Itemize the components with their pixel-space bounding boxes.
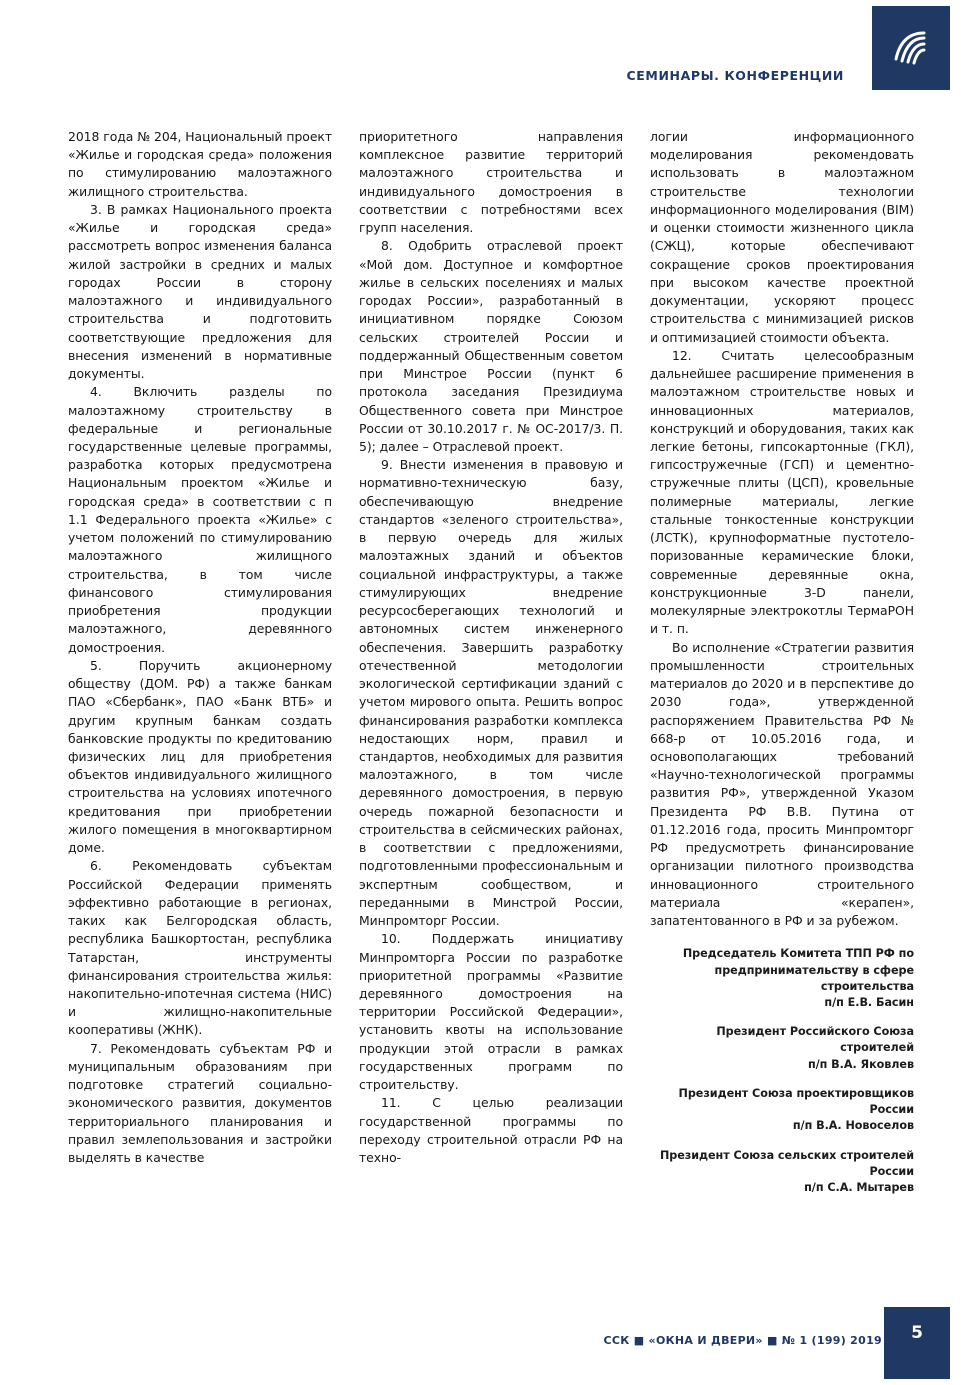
paragraph: 4. Включить разделы по малоэтажному строительству в федеральные и региональные государственные целевые программы, разработка которых предусмотрена Национальным проектом «Жилье и городская среда» в соответствии с п 1.1 Федерального проекта «Жилье» с учетом положений по стимулированию малоэтажного жилищного строительства, в том числе финансового стимулирования приобретения продукции малоэтажного, деревянного домостроения. xyxy=(68,384,332,655)
signature-item xyxy=(650,946,914,1011)
signature-name: п/п С.А. Мытарев xyxy=(804,1181,914,1195)
paragraph: 8. Одобрить отраслевой проект «Мой дом. Доступное и комфортное жилье в сельских поселениях и малых городах России», разработанный в инициативном порядке Союзом сельских строителей России и поддержанный Общественным советом при Минстрое России (пункт 6 протокола заседания Президиума Общественного совета при Минстрое России от 30.10.2017 г. № ОС-2017/3. П. 5); далее – Отраслевой проект. xyxy=(359,238,623,454)
paragraph: 10. Поддержать инициативу Минпромторга России по разработке приоритетной программы «Развитие деревянного домостроения на территории Российской Федерации», установить квоты на использование продукции этой отрасли в рамках государственных программ по строительству. xyxy=(359,931,623,1093)
page-number: 5 xyxy=(911,1323,923,1343)
signature-name: п/п В.А. Новоселов xyxy=(792,1119,914,1133)
paragraph: 7. Рекомендовать субъектам РФ и муниципальным образованиям при подготовке стратегий социально-экономического развития, документов территориального планирования и правил землепользования и застройки выделять в качестве xyxy=(68,1040,332,1166)
section-title: СЕМИНАРЫ. КОНФЕРЕНЦИИ xyxy=(626,68,844,83)
paragraph: 12. Считать целесообразным дальнейшее расширение применения в малоэтажном строительстве новых и инновационных материалов, конструкций и оборудования, таких как легкие бетоны, гипсокартонные (ГКЛ), гипсостружечные (ГСП) и цементно-стружечные плиты (ЦСП), кровельные полимерные материалы, легкие стальные тонкостенные конструкции (ЛСТК), крупноформатные пустотело-поризованные керамические блоки, современные деревянные окна, конструкционные 3-D панели, молекулярные электрокотлы ТермаРОН и т. п. xyxy=(650,347,914,637)
logo-mark-icon xyxy=(888,25,934,71)
paragraph: логии информационного моделирования рекомендовать использовать в малоэтажном строительстве технологии информационного моделирования (BIM) и оценки стоимости жизненного цикла (СЖЦ), которые обеспечивают сокращение сроков проектирования при высоком качестве проектной документации, ускоряют процесс строительства с минимизацией рисков и оптимизацией стоимости объекта. xyxy=(650,129,914,345)
paragraph: 2018 года № 204, Национальный проект «Жилье и городская среда» положения по стимулированию малоэтажного жилищного строительства. xyxy=(68,129,332,199)
column-middle xyxy=(359,128,623,1209)
footer-publication-info: ССК ■ «ОКНА И ДВЕРИ» ■ № 1 (199) 2019 xyxy=(603,1334,882,1347)
column-right xyxy=(650,128,914,1209)
signature-item xyxy=(650,1148,914,1197)
header-band xyxy=(0,0,980,108)
signature-role: Председатель Комитета ТПП РФ по предпринимательству в сфере строительства xyxy=(682,947,914,993)
signature-name: п/п В.А. Яковлев xyxy=(807,1057,914,1071)
paragraph: 11. С целью реализации государственной программы по переходу строительной отрасли РФ на техно- xyxy=(359,1095,623,1166)
article-columns xyxy=(68,128,916,1209)
paragraph: 5. Поручить акционерному обществу (ДОМ. РФ) а также банкам ПАО «Сбербанк», ПАО «Банк ВТБ» и другим крупным банкам создать банковские продукты по кредитованию физических лиц для приобретения объектов индивидуального жилищного строительства на условиях ипотечного кредитования при приобретении жилого помещения в многоквартирном доме. xyxy=(68,657,332,856)
paragraph: Во исполнение «Стратегии развития промышленности строительных материалов до 2020 и в перспективе до 2030 года», утвержденной распоряжением Правительства РФ № 668-р от 10.05.2016 года, и основополагающих требований «Научно-технологической программы развития РФ», утвержденной Указом Президента РФ В.В. Путина от 01.12.2016 года, просить Минпромторг РФ предусмотреть финансирование организации пилотного производства инновационного строительного материала «керапен», запатентованного в РФ и за рубежом. xyxy=(650,639,914,929)
page-number-box xyxy=(884,1307,950,1379)
signature-role: Президент Союза проектировщиков России xyxy=(678,1086,914,1117)
page-footer xyxy=(0,1307,980,1385)
signature-list xyxy=(650,946,914,1196)
paragraph: 9. Внести изменения в правовую и нормативно-техническую базу, обеспечивающую внедрение стандартов «зеленого строительства», в первую очередь для жилых малоэтажных зданий и объектов социальной инфраструктуры, а также стимулирующих внедрение ресурсосберегающих технологий и автономных систем инженерного обеспечения. Завершить разработку отечественной методологии экологической сертификации зданий с учетом мирового опыта. Решить вопрос финансирования разработки комплекса недостающих норм, правил и стандартов, необходимых для развития малоэтажного, в том числе деревянного домостроения, в первую очередь пожарной безопасности и строительства в сейсмических районах, в соответствии с предложениями, подготовленными профессиональным и экспертным сообществом, и переданными в Минстрой России, Минпромторг России. xyxy=(359,457,623,929)
publisher-logo xyxy=(872,6,950,90)
signature-role: Президент Союза сельских строителей России xyxy=(659,1148,914,1178)
signature-item xyxy=(650,1024,914,1073)
signature-item xyxy=(650,1086,914,1135)
paragraph: 3. В рамках Национального проекта «Жилье и городская среда» рассмотреть вопрос изменения баланса жилой застройки в средних и малых городах России в сторону малоэтажного и индивидуального строительства и подготовить соответствующие предложения для внесения изменений в нормативные документы. xyxy=(68,201,332,382)
column-left xyxy=(68,128,332,1209)
page-header xyxy=(0,0,980,108)
paragraph: 6. Рекомендовать субъектам Российской Федерации применять эффективно работающие в регионах, таких как Белгородская область, республика Башкортостан, республика Татарстан, инструменты финансирования строительства жилья: накопительно-ипотечная система (НИС) и жилищно-накопительные кооперативы (ЖНК). xyxy=(68,858,332,1038)
signature-name: п/п Е.В. Басин xyxy=(824,996,914,1010)
header-divider xyxy=(0,107,980,108)
paragraph: приоритетного направления комплексное развитие территорий малоэтажного строительства и индивидуального домостроения в соответствии с потребностями всех групп населения. xyxy=(359,129,623,236)
signature-role: Президент Российского Союза строителей xyxy=(716,1025,914,1055)
